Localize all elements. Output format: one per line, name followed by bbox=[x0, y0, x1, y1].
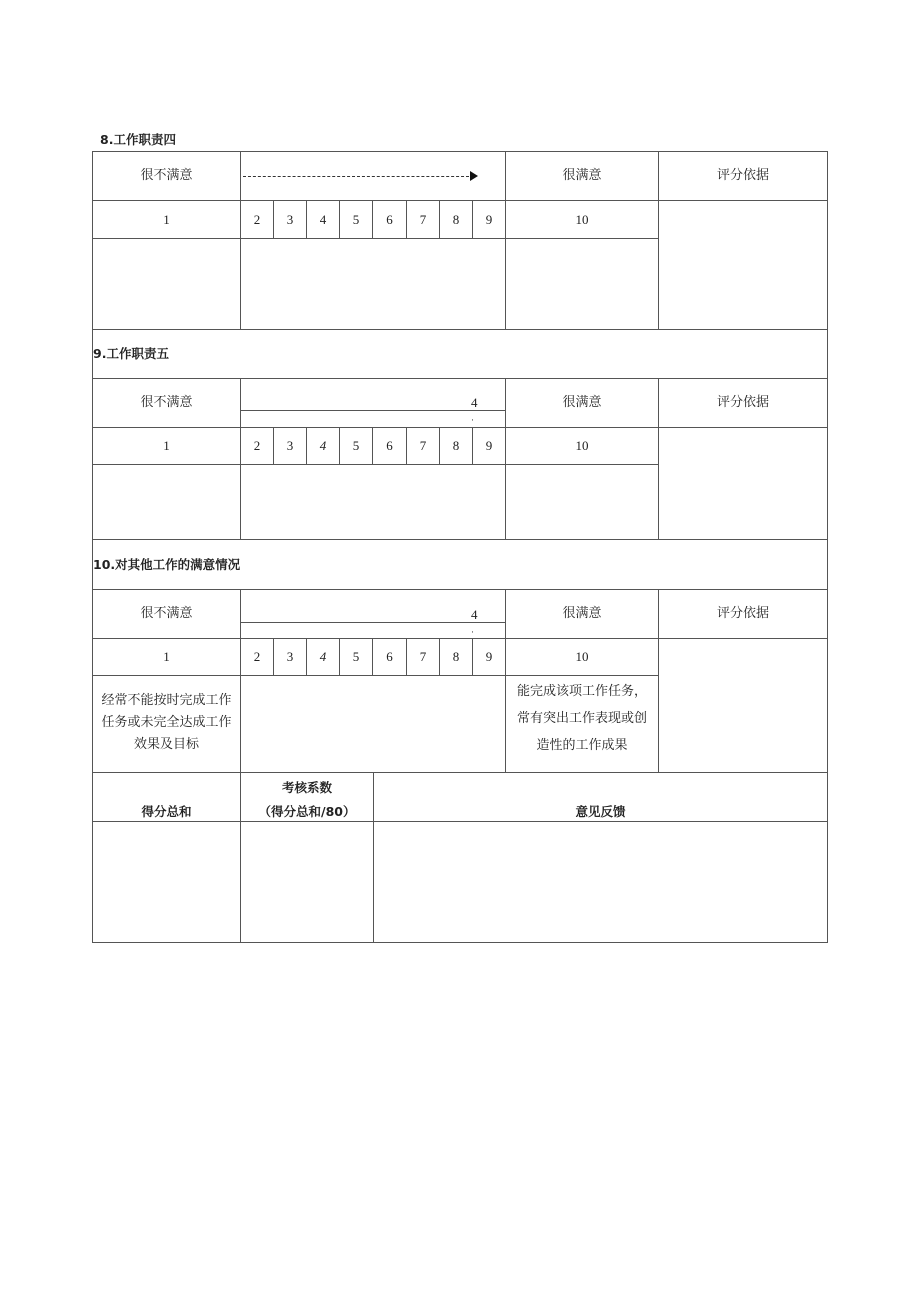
low-satisfaction-label: 很不满意 bbox=[140, 395, 193, 410]
low-desc-line: 效果及目标 bbox=[133, 737, 199, 752]
score-8[interactable]: 8 bbox=[452, 438, 460, 453]
score-2[interactable]: 2 bbox=[253, 649, 261, 664]
score-7[interactable]: 7 bbox=[419, 438, 427, 453]
scale-marker: 4 bbox=[471, 607, 478, 622]
basis-label: 评分依据 bbox=[716, 168, 769, 183]
total-score-label: 得分总和 bbox=[141, 804, 192, 819]
score-7[interactable]: 7 bbox=[419, 649, 427, 664]
coefficient-field[interactable] bbox=[241, 822, 373, 942]
high-desc-line: 能完成该项工作任务， bbox=[516, 684, 647, 699]
score-6[interactable]: 6 bbox=[386, 649, 393, 664]
high-satisfaction-label: 很满意 bbox=[562, 395, 602, 410]
score-1[interactable]: 1 bbox=[163, 212, 170, 227]
score-9[interactable]: 9 bbox=[485, 438, 493, 453]
coefficient-label: 考核系数 bbox=[281, 780, 332, 795]
low-score-description bbox=[93, 690, 240, 756]
high-satisfaction-label: 很满意 bbox=[562, 168, 602, 183]
high-satisfaction-label: 很满意 bbox=[562, 606, 602, 621]
scale-marker-dot: · bbox=[471, 627, 474, 637]
score-3[interactable]: 3 bbox=[286, 438, 294, 453]
score-2[interactable]: 2 bbox=[253, 212, 261, 227]
feedback-field[interactable] bbox=[374, 822, 827, 942]
scale-marker-dot: · bbox=[471, 415, 474, 425]
score-6[interactable]: 6 bbox=[386, 212, 393, 227]
scale-marker: 4 bbox=[471, 395, 478, 410]
score-10[interactable]: 10 bbox=[575, 438, 589, 453]
score-4[interactable]: 4 bbox=[319, 212, 327, 227]
score-8[interactable]: 8 bbox=[452, 212, 460, 227]
score-6[interactable]: 6 bbox=[386, 438, 393, 453]
arrow-right-icon bbox=[470, 171, 478, 181]
score-1[interactable]: 1 bbox=[163, 649, 170, 664]
scale-arrow-line bbox=[243, 176, 469, 177]
score-5[interactable]: 5 bbox=[352, 212, 360, 227]
score-5[interactable]: 5 bbox=[352, 649, 360, 664]
section-title-10: 10.对其他工作的满意情况 bbox=[93, 557, 241, 572]
score-10[interactable]: 10 bbox=[575, 649, 589, 664]
score-10[interactable]: 10 bbox=[575, 212, 589, 227]
low-desc-line: 经常不能按时完成工作 bbox=[101, 693, 232, 708]
high-desc-line: 常有突出工作表现或创 bbox=[516, 711, 647, 726]
feedback-label: 意见反馈 bbox=[575, 804, 626, 819]
high-desc-line: 造性的工作成果 bbox=[536, 738, 628, 753]
score-8[interactable]: 8 bbox=[452, 649, 460, 664]
high-score-description bbox=[506, 678, 658, 759]
score-2[interactable]: 2 bbox=[253, 438, 261, 453]
score-7[interactable]: 7 bbox=[419, 212, 427, 227]
coefficient-formula: （得分总和/80） bbox=[258, 804, 356, 819]
section-title-9: 9.工作职责五 bbox=[93, 346, 169, 361]
score-4[interactable]: 4 bbox=[319, 438, 327, 453]
score-5[interactable]: 5 bbox=[352, 438, 360, 453]
score-1[interactable]: 1 bbox=[163, 438, 170, 453]
score-3[interactable]: 3 bbox=[286, 649, 294, 664]
low-desc-line: 任务或未完全达成工作 bbox=[101, 715, 232, 730]
low-satisfaction-label: 很不满意 bbox=[140, 168, 193, 183]
basis-label: 评分依据 bbox=[716, 395, 769, 410]
score-9[interactable]: 9 bbox=[485, 212, 493, 227]
basis-label: 评分依据 bbox=[716, 606, 769, 621]
score-4[interactable]: 4 bbox=[319, 649, 327, 664]
score-9[interactable]: 9 bbox=[485, 649, 493, 664]
total-score-field[interactable] bbox=[93, 822, 240, 942]
score-3[interactable]: 3 bbox=[286, 212, 294, 227]
section-title-8: 8.工作职责四 bbox=[100, 132, 176, 147]
low-satisfaction-label: 很不满意 bbox=[140, 606, 193, 621]
